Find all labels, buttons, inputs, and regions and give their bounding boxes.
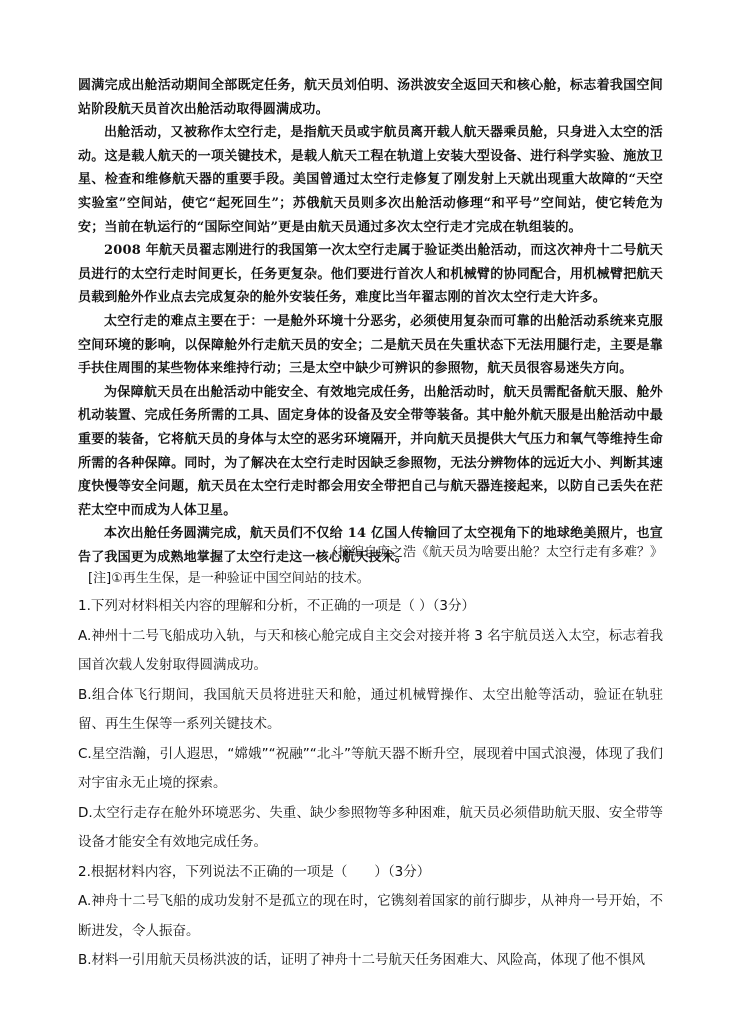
question-1-option-c: C.星空浩瀚，引人遐思，“嫦娥”“祝融”“北斗”等航天器不断升空，展现着中国式浪漫，体现了我们对宇宙永无止境的探索。 [78,745,663,791]
question-1-option-d: D.太空行走存在舱外环境恶劣、失重、缺少参照物等多种困难，航天员必须借助航天服、安全带等设备才能安全有效地完成任务。 [78,804,663,850]
passage-paragraph-6: 本次出舱任务圆满完成，航天员们不仅给 14 亿国人传输回了太空视角下的地球绝美照片，也宣告了我国更为成熟地掌握了太空行走这一核心航天技术。 [78,526,663,565]
question-1-option-b: B.组合体飞行期间，我国航天员将进驻天和舱，通过机械臂操作、太空出舱等活动，验证在轨驻留、再生生保等一系列关键技术。 [78,686,663,732]
question-1-option-a: A.神州十二号飞船成功入轨，与天和核心舱完成自主交会对接并将 3 名宇航员送入太空，标志着我国首次载人发射取得圆满成功。 [78,627,663,673]
source-citation: （摘编自庞之浩《航天员为啥要出舱？太空行走有多难？》 [324,545,663,560]
passage-paragraph-4: 太空行走的难点主要在于：一是舱外环境十分恶劣，必须使用复杂而可靠的出舱活动系统来克服空间环境的影响，以保障舱外行走航天员的安全；二是航天员在失重状态下无法用腿行走，主要是靠手扶住周围的某些物体来维持行动；三是太空中缺少可辨识的参照物，航天员很容易迷失方向。 [78,313,663,377]
passage-paragraph-3: 2008 年航天员翟志刚进行的我国第一次太空行走属于验证类出舱活动，而这次神舟十二号航天员进行的太空行走时间更长，任务更复杂。他们要进行首次人和机械臂的协同配合，用机械臂把航天员载到舱外作业点去完成复杂的舱外安装任务，难度比当年翟志刚的首次太空行走大许多。 [78,243,663,306]
passage-paragraph-2: 出舱活动，又被称作太空行走，是指航天员或宇航员离开载人航天器乘员舱，只身进入太空的活动。这是载人航天的一项关键技术，是载人航天工程在轨道上安装大型设备、进行科学实验、施放卫星、检查和维修航天器的重要手段。美国曾通过太空行走修复了刚发射上天就出现重大故障的“天空实验室”空间站，使它“起死回生”；苏俄航天员则多次出舱活动修理“和平号”空间站，使它转危为安；当前在轨运行的“国际空间站”更是由航天员通过多次太空行走才完成在轨组装的。 [78,125,663,235]
question-1-stem: 1.下列对材料相关内容的理解和分析，不正确的一项是（ ）（3分） [78,598,476,614]
question-2-option-b: B.材料一引用航天员杨洪波的话，证明了神舟十二号航天任务困难大、风险高，体现了他不惧风 [78,952,646,968]
passage-paragraph-5: 为保障航天员在出舱活动中能安全、有效地完成任务，出舱活动时，航天员需配备航天服、舱外机动装置、完成任务所需的工具、固定身体的设备及安全带等装备。其中舱外航天服是出舱活动中最重要的装备，它将航天员的身体与太空的恶劣环境隔开，并向航天员提供大气压力和氧气等维持生命所需的各种保障。同时，为了解决在太空行走时因缺乏参照物，无法分辨物体的远近大小、判断其速度快慢等安全问题，航天员在太空行走时都会用安全带把自己与航天器连接起来，以防自己丢失在茫茫太空中而成为人体卫星。 [78,384,663,518]
reading-passage [78,74,663,569]
footnote: [注]①再生生保，是一种验证中国空间站的技术。 [88,571,370,586]
passage-paragraph-1: 圆满完成出舱活动期间全部既定任务，航天员刘伯明、汤洪波安全返回天和核心舱，标志着我国空间站阶段航天员首次出舱活动取得圆满成功。 [78,78,663,117]
question-2-option-a: A.神舟十二号飞船的成功发射不是孤立的现在时，它镌刻着国家的前行脚步，从神舟一号开始，不断进发，令人振奋。 [78,893,663,939]
questions-section [78,592,663,976]
question-2-stem: 2.根据材料内容，下列说法不正确的一项是（ ）（3分） [78,863,431,880]
